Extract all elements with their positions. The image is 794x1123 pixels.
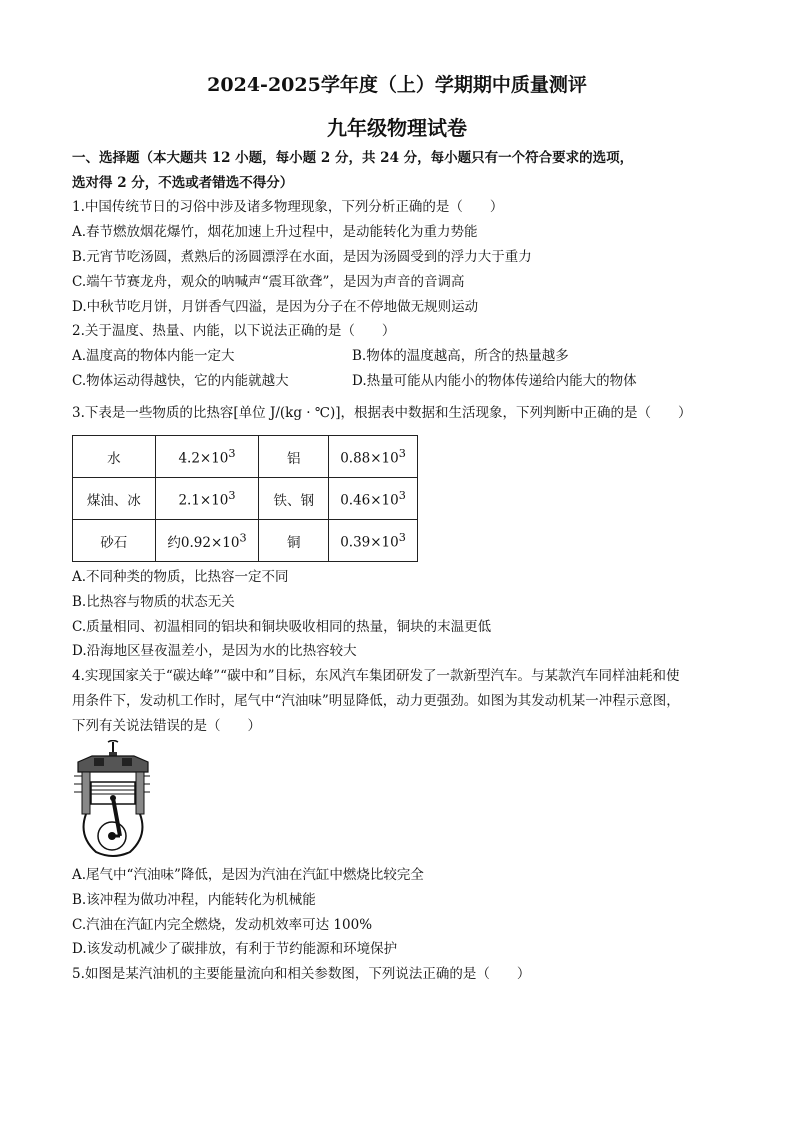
question-5-stem: 5.如图是某汽油机的主要能量流向和相关参数图，下列说法正确的是（ ） (72, 966, 531, 982)
table-cell: $0.39\times 10^3$ (329, 520, 418, 562)
question-2-stem: 2.关于温度、热量、内能，以下说法正确的是（ ） (72, 323, 396, 339)
question-4-stem: 4.实现国家关于“碳达峰”“碳中和”目标，东风汽车集团研发了一款新型汽车。与某款汽车同样油耗和使 (72, 668, 680, 684)
engine-stroke-diagram (72, 740, 150, 858)
table-cell: 煤油、冰 (73, 478, 156, 520)
question-2-option-c: C.物体运动得越快，它的内能就越大 (72, 373, 289, 389)
table-cell: 砂石 (73, 520, 156, 562)
table-cell: $0.46\times 10^3$ (329, 478, 418, 520)
question-2-option-d: D.热量可能从内能小的物体传递给内能大的物体 (352, 373, 637, 389)
exam-subtitle: 九年级物理试卷 (327, 116, 467, 140)
question-4-option-c: C.汽油在汽缸内完全燃烧，发动机效率可达 100% (72, 917, 373, 933)
table-cell: 约$0.92\times 10^3$ (155, 520, 259, 562)
table-cell: 铜 (259, 520, 329, 562)
table-cell: $2.1\times 10^3$ (155, 478, 259, 520)
question-3-option-c: C.质量相同、初温相同的铝块和铜块吸收相同的热量，铜块的末温更低 (72, 619, 492, 635)
question-1-stem: 1.中国传统节日的习俗中涉及诸多物理现象，下列分析正确的是（ ） (72, 199, 504, 215)
table-cell: 铁、钢 (259, 478, 329, 520)
question-1-option-b: B.元宵节吃汤圆，煮熟后的汤圆漂浮在水面，是因为汤圆受到的浮力大于重力 (72, 249, 532, 265)
table-row (73, 520, 418, 562)
specific-heat-table (72, 435, 418, 562)
question-1-option-a: A.春节燃放烟花爆竹，烟花加速上升过程中，是动能转化为重力势能 (72, 224, 478, 240)
table-row (73, 478, 418, 520)
question-4-stem-end: 下列有关说法错误的是（ ） (72, 718, 261, 734)
table-cell: 铝 (259, 436, 329, 478)
table-cell: $0.88\times 10^3$ (329, 436, 418, 478)
table-cell: $4.2\times 10^3$ (155, 436, 259, 478)
question-1-option-c: C.端午节赛龙舟，观众的呐喊声“震耳欲聋”，是因为声音的音调高 (72, 274, 465, 290)
exam-title: 2024-2025学年度（上）学期期中质量测评 (207, 74, 587, 96)
question-2-option-a: A.温度高的物体内能一定大 (72, 348, 235, 364)
section-heading-cont: 选对得 2 分，不选或者错选不得分） (72, 175, 294, 191)
section-heading: 一、选择题（本大题共 12 小题，每小题 2 分，共 24 分，每小题只有一个符合要求的选项， (72, 150, 634, 166)
question-3-option-b: B.比热容与物质的状态无关 (72, 594, 235, 610)
table-cell: 水 (73, 436, 156, 478)
question-2-option-b: B.物体的温度越高，所含的热量越多 (352, 348, 569, 364)
question-3-option-a: A.不同种类的物质，比热容一定不同 (72, 569, 289, 585)
question-4-option-d: D.该发动机减少了碳排放，有利于节约能源和环境保护 (72, 941, 398, 957)
question-4-stem-cont: 用条件下，发动机工作时，尾气中“汽油味”明显降低，动力更强劲。如图为其发动机某一冲程示意图， (72, 693, 680, 709)
table-row (73, 436, 418, 478)
question-3-stem: 3.下表是一些物质的比热容[单位 J/(kg · ℃)]，根据表中数据和生活现象，下列判断中正确的是（ ） (72, 405, 692, 421)
question-3-option-d: D.沿海地区昼夜温差小，是因为水的比热容较大 (72, 643, 357, 659)
question-4-option-a: A.尾气中“汽油味”降低，是因为汽油在汽缸中燃烧比较完全 (72, 867, 424, 883)
question-1-option-d: D.中秋节吃月饼，月饼香气四溢，是因为分子在不停地做无规则运动 (72, 299, 479, 315)
question-4-option-b: B.该冲程为做功冲程，内能转化为机械能 (72, 892, 316, 908)
